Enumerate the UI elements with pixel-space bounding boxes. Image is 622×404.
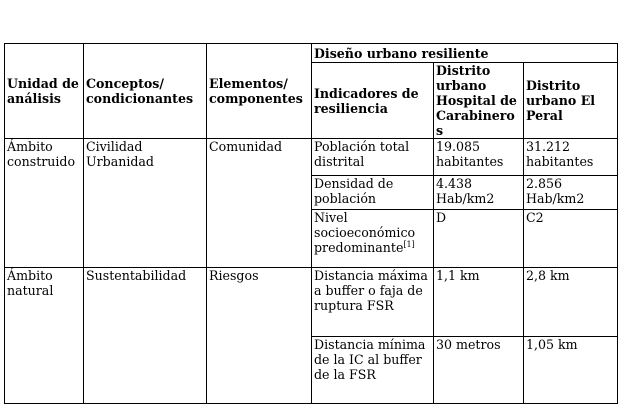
cell-indicador xyxy=(312,210,434,268)
resilience-table xyxy=(4,43,618,404)
cell-peral: 31.212 habitantes xyxy=(524,139,618,176)
cell-indicador: Densidad de población xyxy=(312,176,434,210)
header-conceptos: Conceptos/ condicionantes xyxy=(84,44,207,139)
cell-hospital: D xyxy=(434,210,524,268)
header-hospital: Distrito urbano Hospital de Carabineros xyxy=(434,63,524,139)
cell-unidad: Ámbito construido xyxy=(5,139,84,268)
cell-hospital: 30 metros xyxy=(434,337,524,404)
cell-indicador: Población total distrital xyxy=(312,139,434,176)
cell-conceptos: Sustentabilidad xyxy=(84,268,207,404)
header-unidad: Unidad de análisis xyxy=(5,44,84,139)
cell-unidad: Ámbito natural xyxy=(5,268,84,404)
cell-indicador: Distancia mínima de la IC al buffer de la FSR xyxy=(312,337,434,404)
header-diseno: Diseño urbano resiliente xyxy=(312,44,618,63)
cell-indicador: Distancia máxima a buffer o faja de ruptura FSR xyxy=(312,268,434,337)
cell-peral: C2 xyxy=(524,210,618,268)
cell-hospital: 4.438 Hab/km2 xyxy=(434,176,524,210)
cell-conceptos: Civilidad Urbanidad xyxy=(84,139,207,268)
cell-hospital: 19.085 habitantes xyxy=(434,139,524,176)
cell-peral: 2,8 km xyxy=(524,268,618,337)
cell-peral: 2.856 Hab/km2 xyxy=(524,176,618,210)
table-row xyxy=(5,139,618,176)
header-indicadores: Indicadores de resiliencia xyxy=(312,63,434,139)
header-peral: Distrito urbano El Peral xyxy=(524,63,618,139)
indicador-label: Nivel socioeconómico predominante xyxy=(314,210,416,255)
cell-hospital: 1,1 km xyxy=(434,268,524,337)
footnote-ref: [1] xyxy=(403,239,415,249)
cell-peral: 1,05 km xyxy=(524,337,618,404)
table-row xyxy=(5,268,618,337)
cell-elementos: Riesgos xyxy=(207,268,312,404)
header-elementos: Elementos/ componentes xyxy=(207,44,312,139)
header-row-top xyxy=(5,44,618,63)
cell-elementos: Comunidad xyxy=(207,139,312,268)
